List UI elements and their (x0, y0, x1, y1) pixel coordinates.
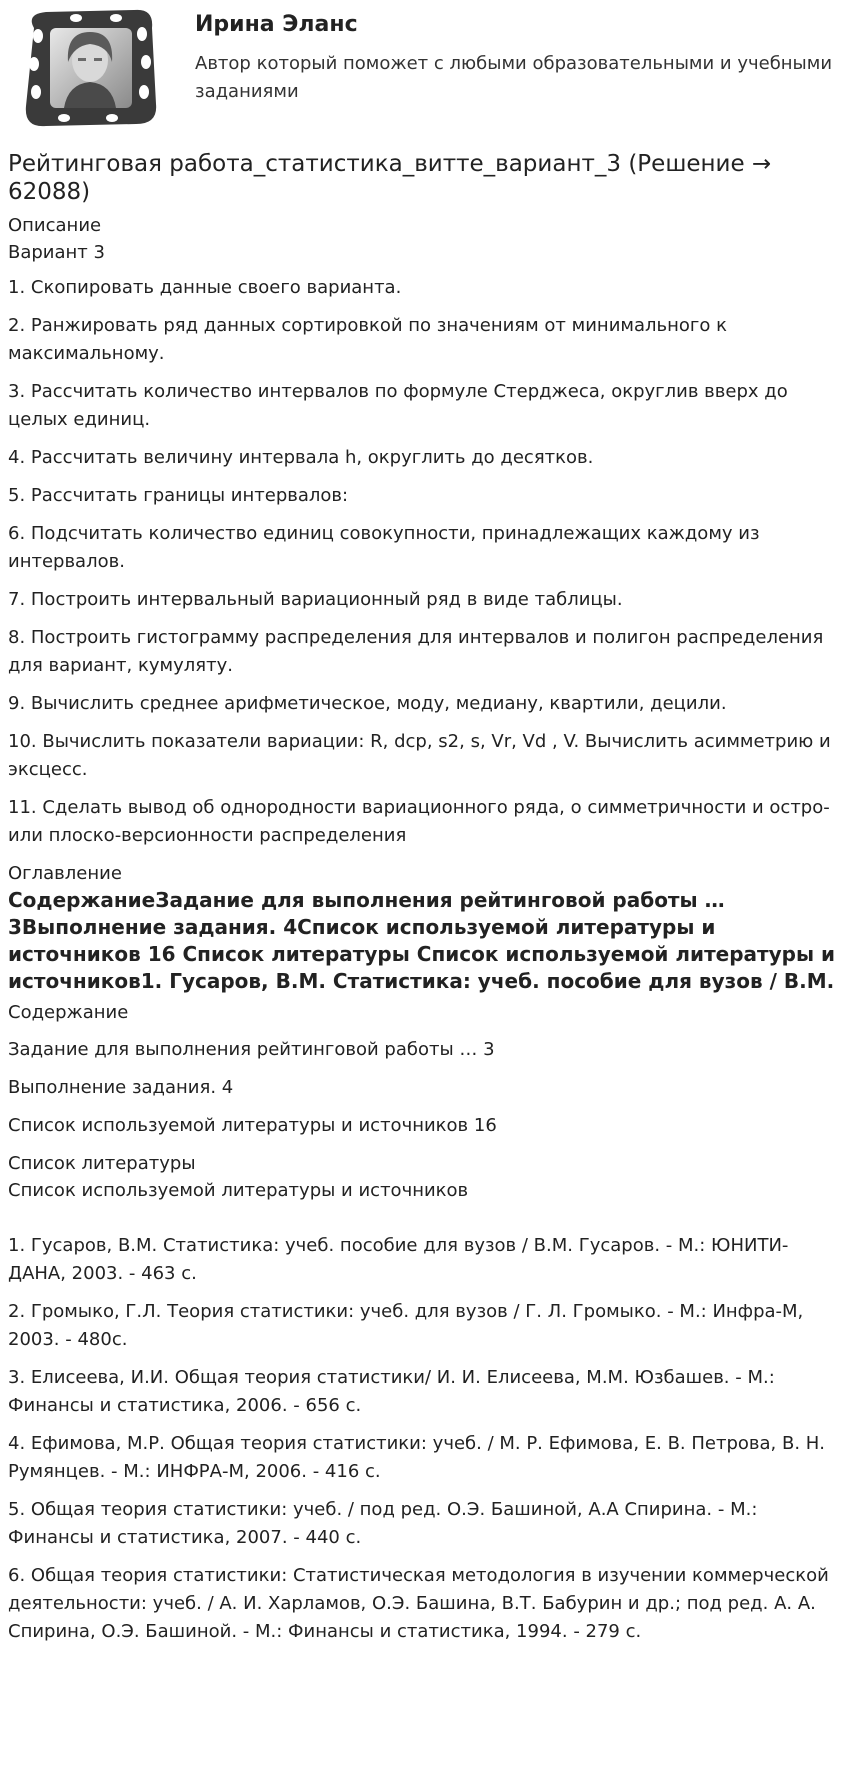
task-item: 5. Рассчитать границы интервалов: (8, 485, 349, 506)
task-item: 8. Построить гистограмму распределения для интервалов и полигон распределения для вариант, кумуляту. (8, 627, 824, 676)
task-item: 4. Рассчитать величину интервала h, округлить до десятков. (8, 447, 594, 468)
task-item: 11. Сделать вывод об однородности вариационного ряда, о симметричности и остро- или плоско-версионности распределения (8, 797, 830, 846)
task-item: 6. Подсчитать количество единиц совокупности, принадлежащих каждому из интервалов. (8, 523, 760, 572)
contents-label: Содержание (8, 1002, 129, 1023)
avatar-film-frame-image (16, 6, 162, 128)
contents-list (8, 1036, 839, 1140)
author-name[interactable]: Ирина Эланс (195, 12, 358, 37)
toc-summary: СодержаниеЗадание для выполнения рейтинговой работы … 3Выполнение задания. 4Список используемой литературы и источников 16 Список литературы Список используемой литературы и источников1. Гусаров, В.М. Статистика: учеб. пособие для вузов / В.М. (8, 888, 836, 993)
bibliography-label: Список литературы (8, 1153, 196, 1174)
contents-item: Список используемой литературы и источников 16 (8, 1115, 497, 1136)
task-item: 3. Рассчитать количество интервалов по формуле Стерджеса, округлив вверх до целых единиц. (8, 381, 788, 430)
toc-label: Оглавление (8, 863, 122, 884)
task-item: 7. Построить интервальный вариационный ряд в виде таблицы. (8, 589, 623, 610)
reference-item: 4. Ефимова, М.Р. Общая теория статистики: учеб. / М. Р. Ефимова, Е. В. Петрова, В. Н. Румянцев. - М.: ИНФРА-М, 2006. - 416 с. (8, 1433, 826, 1482)
reference-item: 1. Гусаров, В.М. Статистика: учеб. пособие для вузов / В.М. Гусаров. - М.: ЮНИТИ-ДАНА, 2003. - 463 с. (8, 1235, 789, 1284)
description-label: Описание (8, 215, 102, 236)
task-list (8, 274, 839, 850)
task-item: 10. Вычислить показатели вариации: R, dcp, s2, s, Vr, Vd , V. Вычислить асимметрию и эксцесс. (8, 731, 831, 780)
reference-item: 6. Общая теория статистики: Статистическая методология в изучении коммерческой деятельности: учеб. / А. И. Харламов, О.Э. Башина, В.Т. Бабурин и др.; под ред. А. А. Спирина, О.Э. Башиной. - М.: Финансы и статистика, 1994. - 279 с. (8, 1565, 829, 1642)
contents-item: Выполнение задания. 4 (8, 1077, 234, 1098)
task-item: 2. Ранжировать ряд данных сортировкой по значениям от минимального к максимальному. (8, 315, 727, 364)
reference-list (8, 1232, 839, 1646)
reference-item: 2. Громыко, Г.Л. Теория статистики: учеб. для вузов / Г. Л. Громыко. - М.: Инфра-М, 2003. - 480с. (8, 1301, 804, 1350)
page-title: Рейтинговая работа_статистика_витте_вариант_3 (Решение → 62088) (8, 151, 772, 205)
task-item: 9. Вычислить среднее арифметическое, моду, медиану, квартили, децили. (8, 693, 727, 714)
bibliography-sublabel: Список используемой литературы и источников (8, 1180, 469, 1201)
author-description: Автор который поможет с любыми образовательными и учебными заданиями (195, 53, 833, 102)
variant-label: Вариант 3 (8, 242, 105, 263)
reference-item: 3. Елисеева, И.И. Общая теория статистики/ И. И. Елисеева, М.М. Юзбашев. - М.: Финансы и статистика, 2006. - 656 с. (8, 1367, 775, 1416)
reference-item: 5. Общая теория статистики: учеб. / под ред. О.Э. Башиной, А.А Спирина. - М.: Финансы и статистика, 2007. - 440 с. (8, 1499, 758, 1548)
avatar (16, 6, 162, 128)
spacer (8, 1204, 839, 1232)
contents-item: Задание для выполнения рейтинговой работы … 3 (8, 1039, 495, 1060)
task-item: 1. Скопировать данные своего варианта. (8, 277, 402, 298)
author-header (8, 0, 839, 132)
